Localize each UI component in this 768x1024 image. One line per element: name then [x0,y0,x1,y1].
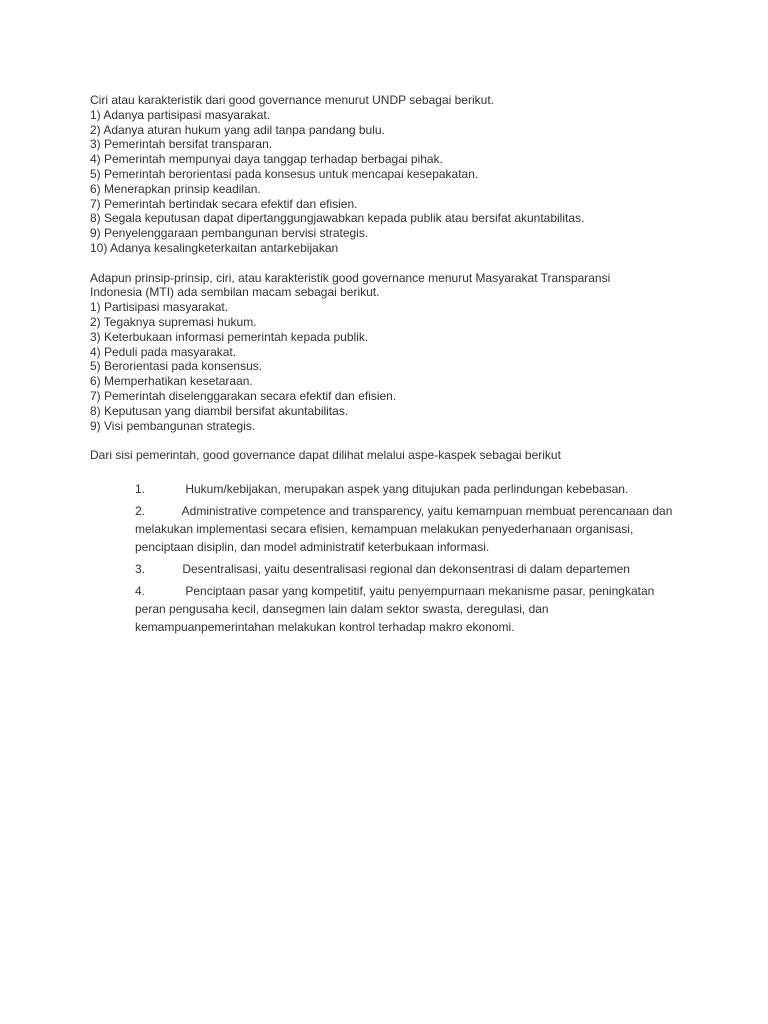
mti-item-3: 3) Keterbukaan informasi pemerintah kepada publik. [90,329,369,344]
undp-item-9: 9) Penyelenggaraan pembangunan bervisi strategis. [90,226,369,241]
aspect-item-4 [135,582,680,636]
aspect-text: Desentralisasi, yaitu desentralisasi regional dan dekonsentrasi di dalam departemen [182,561,630,576]
aspect-text: Penciptaan pasar yang kompetitif, yaitu penyempurnaan mekanisme pasar, peningkatan peran pengusaha kecil, dansegmen lain dalam sektor swasta, deregulasi, dan kemampuanpemerintahan melakukan kontrol terhadap makro ekonomi. [135,583,655,634]
mti-item-8: 8) Keputusan yang diambil bersifat akuntabilitas. [90,403,349,418]
aspect-text: Hukum/kebijakan, merupakan aspek yang ditujukan pada perlindungan kebebasan. [185,481,629,496]
aspect-item-3 [135,560,680,578]
undp-list [90,108,700,256]
aspect-number: 4. [135,583,146,598]
aspect-number: 3. [135,561,146,576]
mti-item-6: 6) Memperhatikan kesetaraan. [90,374,253,389]
mti-item-2: 2) Tegaknya supremasi hukum. [90,314,257,329]
undp-item-8: 8) Segala keputusan dapat dipertanggungjawabkan kepada publik atau bersifat akuntabilitas. [90,211,585,226]
aspect-text: Administrative competence and transparency, yaitu kemampuan membuat perencanaan dan melakukan implementasi secara efisien, kemampuan melakukan penyederhanaan organisasi, penciptaan disiplin, dan model administratif keterbukaan informasi. [135,503,673,554]
document-page [90,93,700,636]
undp-item-10: 10) Adanya kesalingketerkaitan antarkebijakan [90,240,339,255]
undp-item-4: 4) Pemerintah mempunyai daya tanggap terhadap berbagai pihak. [90,152,443,167]
undp-item-5: 5) Pemerintah berorientasi pada konsesus untuk mencapai kesepakatan. [90,166,479,181]
mti-item-5: 5) Berorientasi pada konsensus. [90,359,263,374]
mti-intro-line-2: Indonesia (MTI) ada sembilan macam sebagai berikut. [90,285,380,300]
section-gap [90,256,700,271]
mti-item-7: 7) Pemerintah diselenggarakan secara efektif dan efisien. [90,388,397,403]
undp-item-6: 6) Menerapkan prinsip keadilan. [90,181,261,196]
government-section [90,448,700,636]
aspect-item-2 [135,502,680,556]
mti-item-1: 1) Partisipasi masyarakat. [90,300,229,315]
mti-list [90,300,700,433]
mti-item-4: 4) Peduli pada masyarakat. [90,344,237,359]
undp-item-1: 1) Adanya partisipasi masyarakat. [90,107,271,122]
section-gap [90,433,700,448]
aspect-number: 2. [135,503,146,518]
undp-intro: Ciri atau karakteristik dari good governance menurut UNDP sebagai berikut. [90,93,494,107]
undp-item-2: 2) Adanya aturan hukum yang adil tanpa pandang bulu. [90,122,385,137]
undp-item-3: 3) Pemerintah bersifat transparan. [90,137,273,152]
undp-item-7: 7) Pemerintah bertindak secara efektif dan efisien. [90,196,358,211]
government-intro: Dari sisi pemerintah, good governance dapat dilihat melalui aspe-kaspek sebagai berikut [90,448,561,463]
mti-item-9: 9) Visi pembangunan strategis. [90,418,256,433]
aspect-item-1 [135,480,680,498]
mti-section [90,271,700,434]
mti-intro-line-1: Adapun prinsip-prinsip, ciri, atau karakteristik good governance menurut Masyarakat Transparansi [90,270,611,285]
undp-section [90,93,700,256]
aspect-number: 1. [135,481,146,496]
